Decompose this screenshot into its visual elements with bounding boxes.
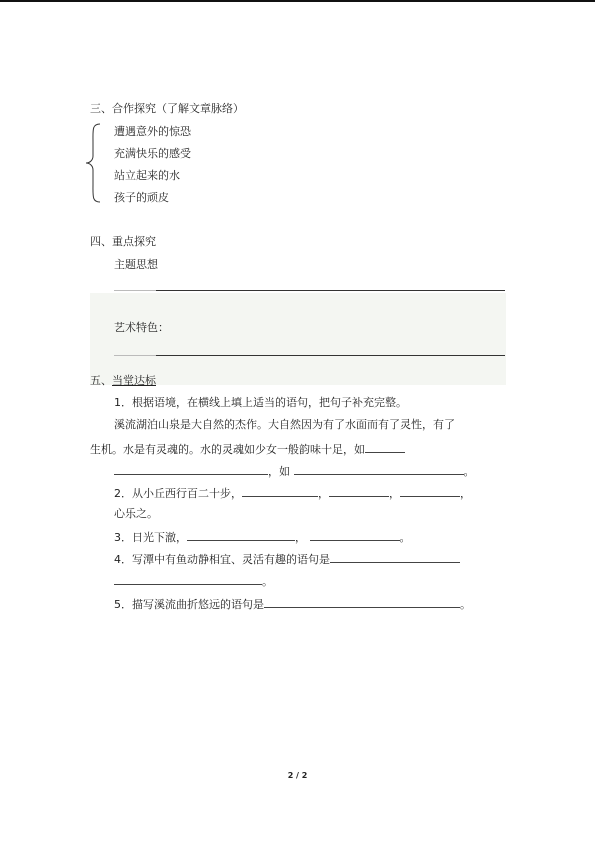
q5-text: 5．描写溪流曲折悠远的语句是	[114, 598, 264, 611]
q1-line3	[114, 463, 475, 478]
q2-line1	[114, 485, 471, 500]
section3-item-2: 充满快乐的感受	[114, 147, 191, 160]
q1-line2-text: 生机。水是有灵魂的。水的灵魂如少女一般韵味十足，如	[90, 443, 365, 456]
q2-sep-3: ，	[460, 487, 471, 500]
q3-blank-2[interactable]	[310, 529, 400, 541]
q2-sep-1: ，	[318, 487, 329, 500]
section5-title-prefix: 五、	[90, 374, 112, 387]
q3-blank-1[interactable]	[187, 529, 295, 541]
page-number: 2 / 2	[287, 771, 308, 780]
q5-line	[114, 596, 471, 611]
section3-item-1: 遭遇意外的惊恐	[114, 125, 191, 138]
section3-title: 三、合作探究（了解文章脉络）	[90, 102, 244, 115]
q1-line2	[90, 441, 405, 456]
curly-brace-icon	[84, 122, 104, 204]
top-rule	[0, 0, 595, 2]
answer-area-shade	[90, 293, 506, 385]
art-answer-line[interactable]	[156, 355, 505, 356]
q2-text: 2．从小丘西行百二十步，	[114, 487, 242, 500]
q4-line2	[114, 573, 273, 588]
q1-line3-end: 。	[463, 465, 475, 478]
q4-line1	[114, 551, 460, 566]
q4-blank[interactable]	[330, 551, 460, 563]
q4-blank-2[interactable]	[114, 573, 262, 585]
q2-blank-2[interactable]	[329, 485, 389, 497]
q2-line2: 心乐之。	[114, 507, 158, 520]
theme-line-start	[114, 290, 156, 291]
theme-answer-line[interactable]	[156, 290, 505, 291]
q4-text: 4．写潭中有鱼动静相宜、灵活有趣的语句是	[114, 553, 330, 566]
q1-line3-mid: ，如	[268, 465, 290, 478]
q1-blank-3[interactable]	[294, 463, 464, 475]
q5-blank[interactable]	[264, 596, 460, 608]
section3-item-4: 孩子的顽皮	[114, 191, 169, 204]
art-label: 艺术特色：	[114, 321, 169, 334]
q2-blank-3[interactable]	[400, 485, 460, 497]
q3-text: 3．日光下澈，	[114, 531, 187, 544]
q1-line1: 溪流湖泊山泉是大自然的杰作。大自然因为有了水面而有了灵性，有了	[114, 418, 455, 431]
q2-blank-1[interactable]	[242, 485, 318, 497]
q3-line	[114, 529, 411, 544]
section3-item-3: 站立起来的水	[114, 169, 180, 182]
q1-blank-1[interactable]	[365, 441, 405, 453]
q1-intro: 1．根据语境，在横线上填上适当的语句，把句子补充完整。	[114, 396, 407, 409]
theme-label: 主题思想	[114, 258, 158, 271]
q3-end: 。	[399, 531, 411, 544]
section5-title-text: 当堂达标	[112, 374, 156, 387]
q2-sep-2: ，	[389, 487, 400, 500]
q3-sep: ，	[295, 531, 306, 544]
q5-end: 。	[460, 598, 471, 611]
section4-title: 四、重点探究	[90, 235, 156, 248]
section5-title	[90, 374, 156, 387]
art-line-start	[114, 355, 156, 356]
q1-blank-2[interactable]	[114, 463, 268, 475]
q4-end: 。	[262, 575, 273, 588]
